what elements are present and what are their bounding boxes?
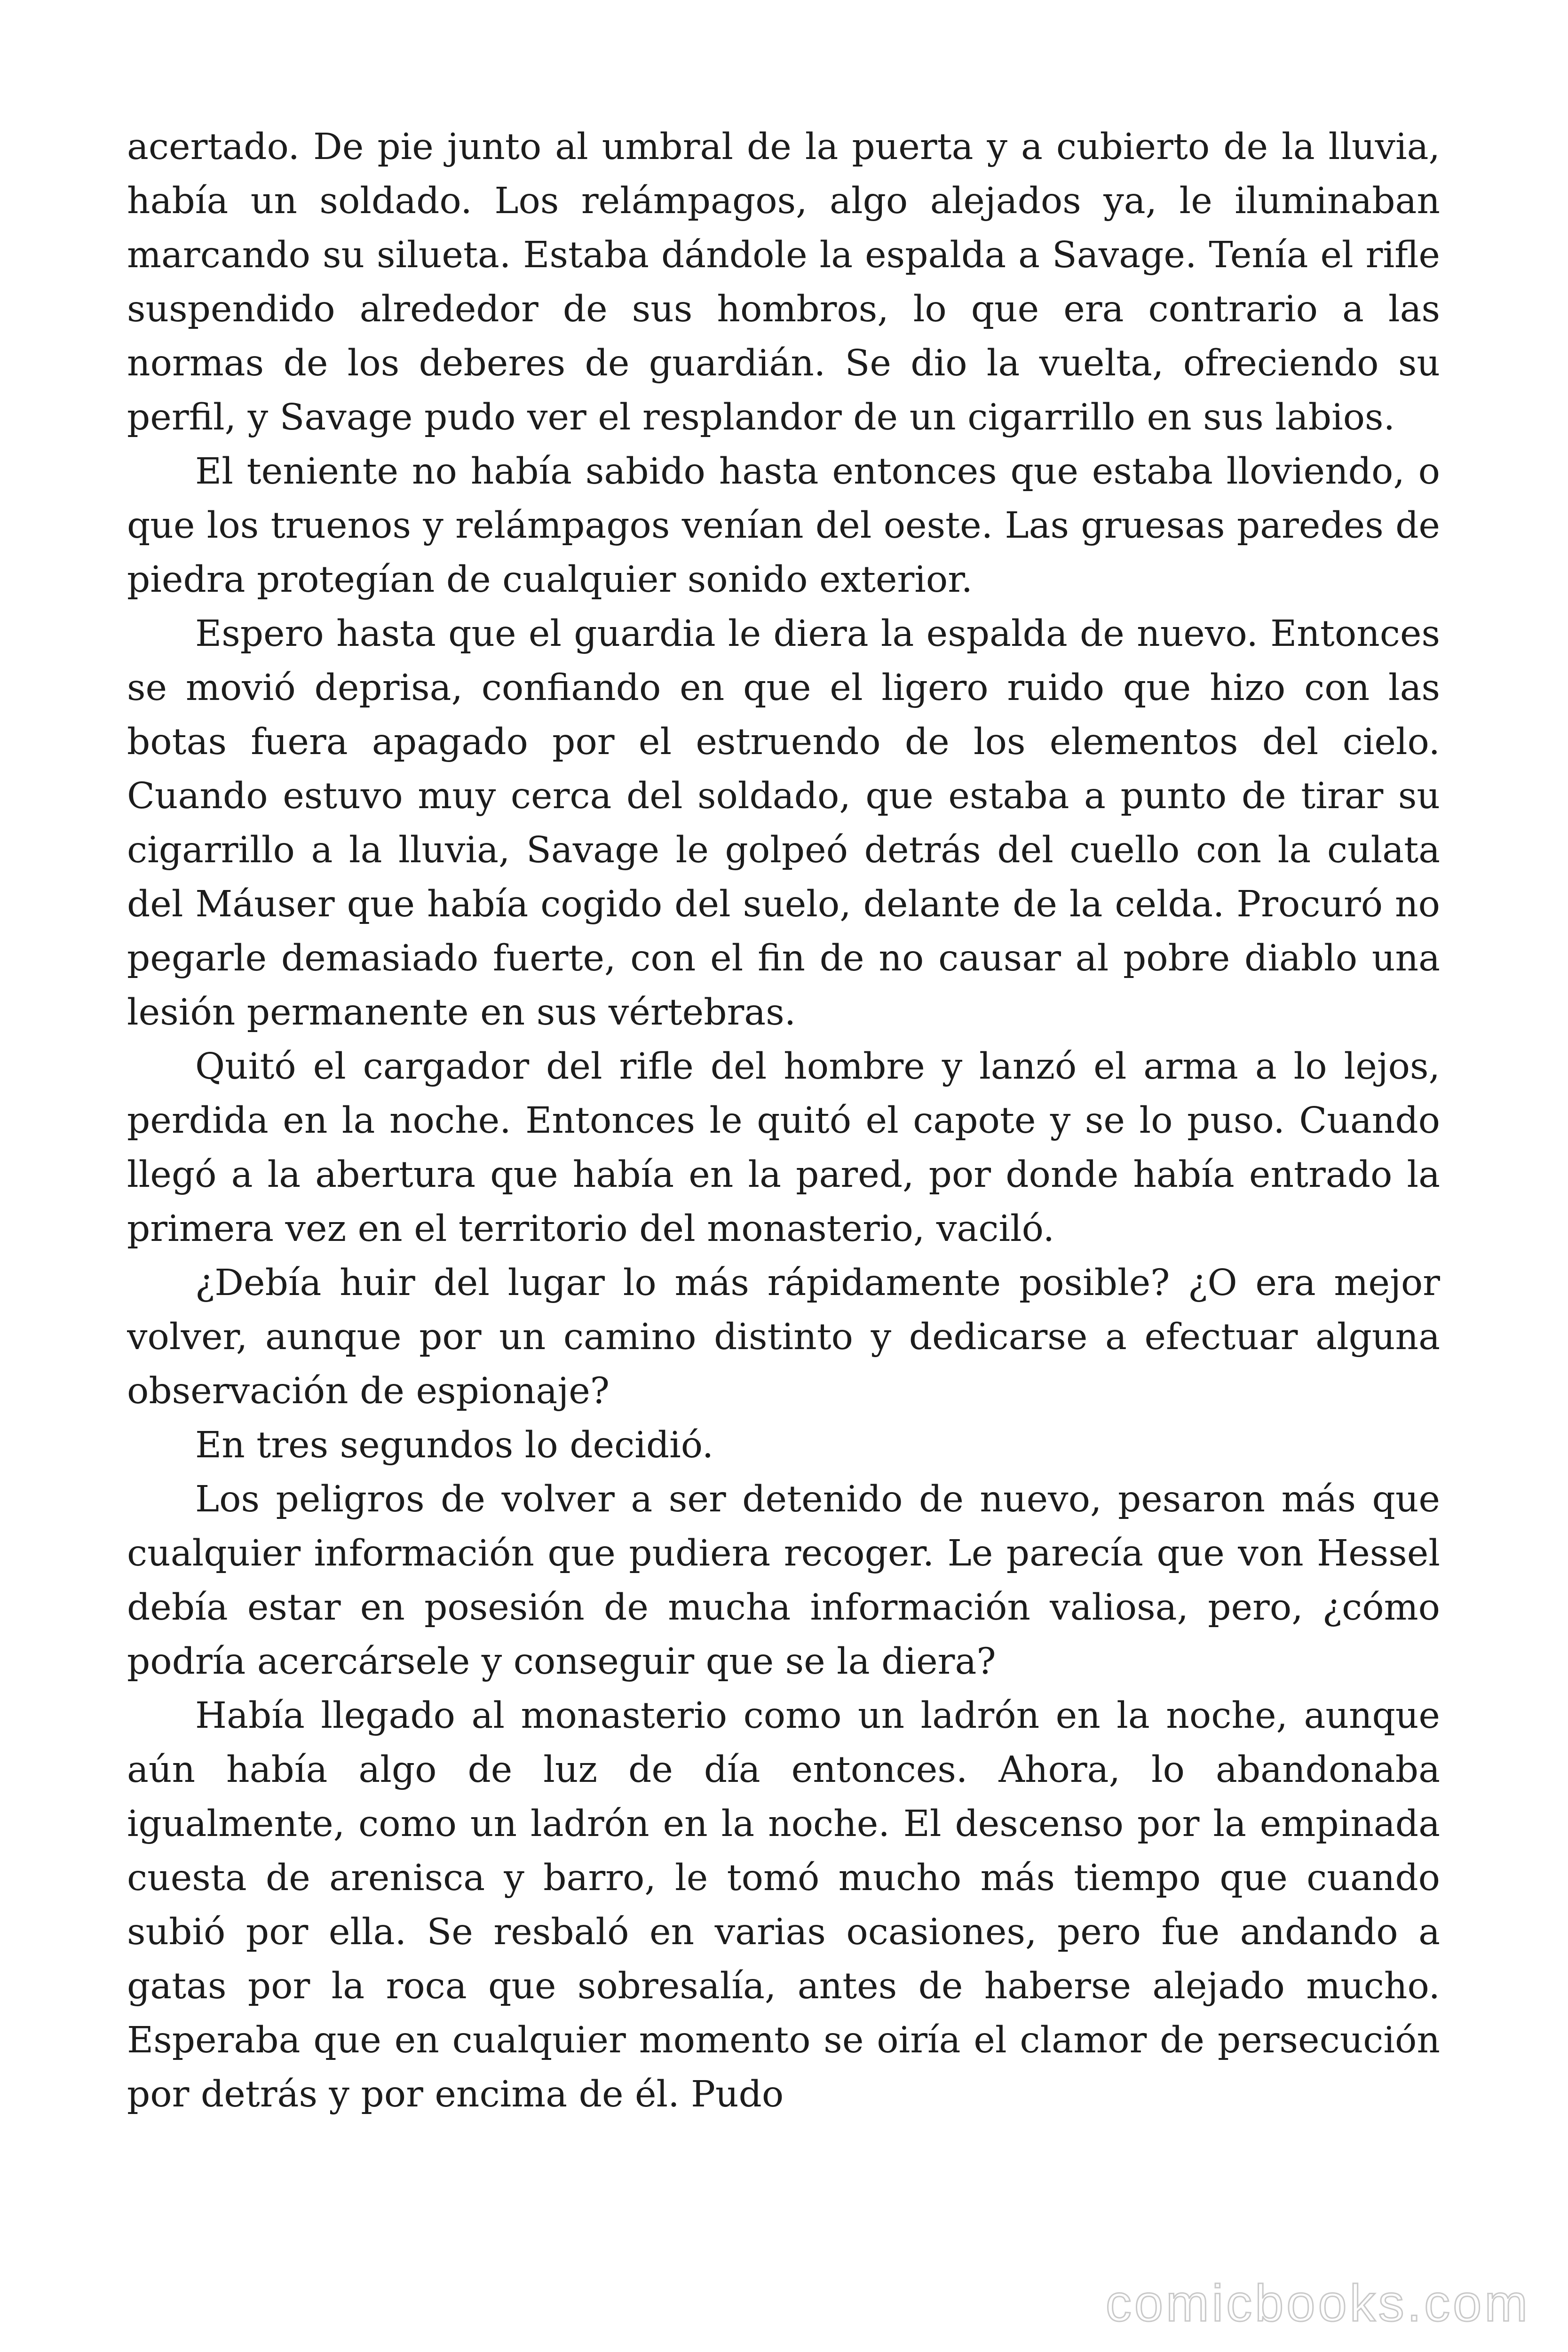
paragraph-4: Quitó el cargador del rifle del hombre y lanzó el arma a lo lejos, perdida en la noche. Entonces le quitó el capote y se lo puso. Cuando llegó a la abertura que había en la pared, por donde había entrado la primera vez en el territorio del monasterio, vaciló. [127, 1046, 1440, 1250]
paragraph-5: ¿Debía huir del lugar lo más rápidamente posible? ¿O era mejor volver, aunque por un camino distinto y dedicarse a efectuar alguna observación de espionaje? [127, 1262, 1440, 1412]
paragraph-3: Espero hasta que el guardia le diera la espalda de nuevo. Entonces se movió deprisa, confiando en que el ligero ruido que hizo con las botas fuera apagado por el estruendo de los elementos del cielo. Cuando estuvo muy cerca del soldado, que estaba a punto de tirar su cigarrillo a la lluvia, Savage le golpeó detrás del cuello con la culata del Máuser que había cogido del suelo, delante de la celda. Procuró no pegarle demasiado fuerte, con el fin de no causar al pobre diablo una lesión permanente en sus vértebras. [127, 613, 1440, 1033]
paragraph-7: Los peligros de volver a ser detenido de nuevo, pesaron más que cualquier información que pudiera recoger. Le parecía que von Hessel debía estar en posesión de mucha información valiosa, pero, ¿cómo podría acercársele y conseguir que se la diera? [127, 1478, 1440, 1683]
paragraph-6: En tres segundos lo decidió. [195, 1424, 714, 1466]
page-body [127, 120, 1440, 2237]
paragraph-2: El teniente no había sabido hasta entonces que estaba lloviendo, o que los truenos y relámpagos venían del oeste. Las gruesas paredes de piedra protegían de cualquier sonido exterior. [127, 451, 1440, 601]
watermark: comicbooks.com [1105, 2274, 1530, 2332]
paragraph-1: acertado. De pie junto al umbral de la puerta y a cubierto de la lluvia, había un soldado. Los relámpagos, algo alejados ya, le iluminaban marcando su silueta. Estaba dándole la espalda a Savage. Tenía el rifle suspendido alrededor de sus hombros, lo que era contrario a las normas de los deberes de guardián. Se dio la vuelta, ofreciendo su perfil, y Savage pudo ver el resplandor de un cigarrillo en sus labios. [127, 126, 1440, 438]
paragraph-8: Había llegado al monasterio como un ladrón en la noche, aunque aún había algo de luz de día entonces. Ahora, lo abandonaba igualmente, como un ladrón en la noche. El descenso por la empinada cuesta de arenisca y barro, le tomó mucho más tiempo que cuando subió por ella. Se resbaló en varias ocasiones, pero fue andando a gatas por la roca que sobresalía, antes de haberse alejado mucho. Esperaba que en cualquier momento se oiría el clamor de persecución por detrás y por encima de él. Pudo [127, 1695, 1440, 2115]
